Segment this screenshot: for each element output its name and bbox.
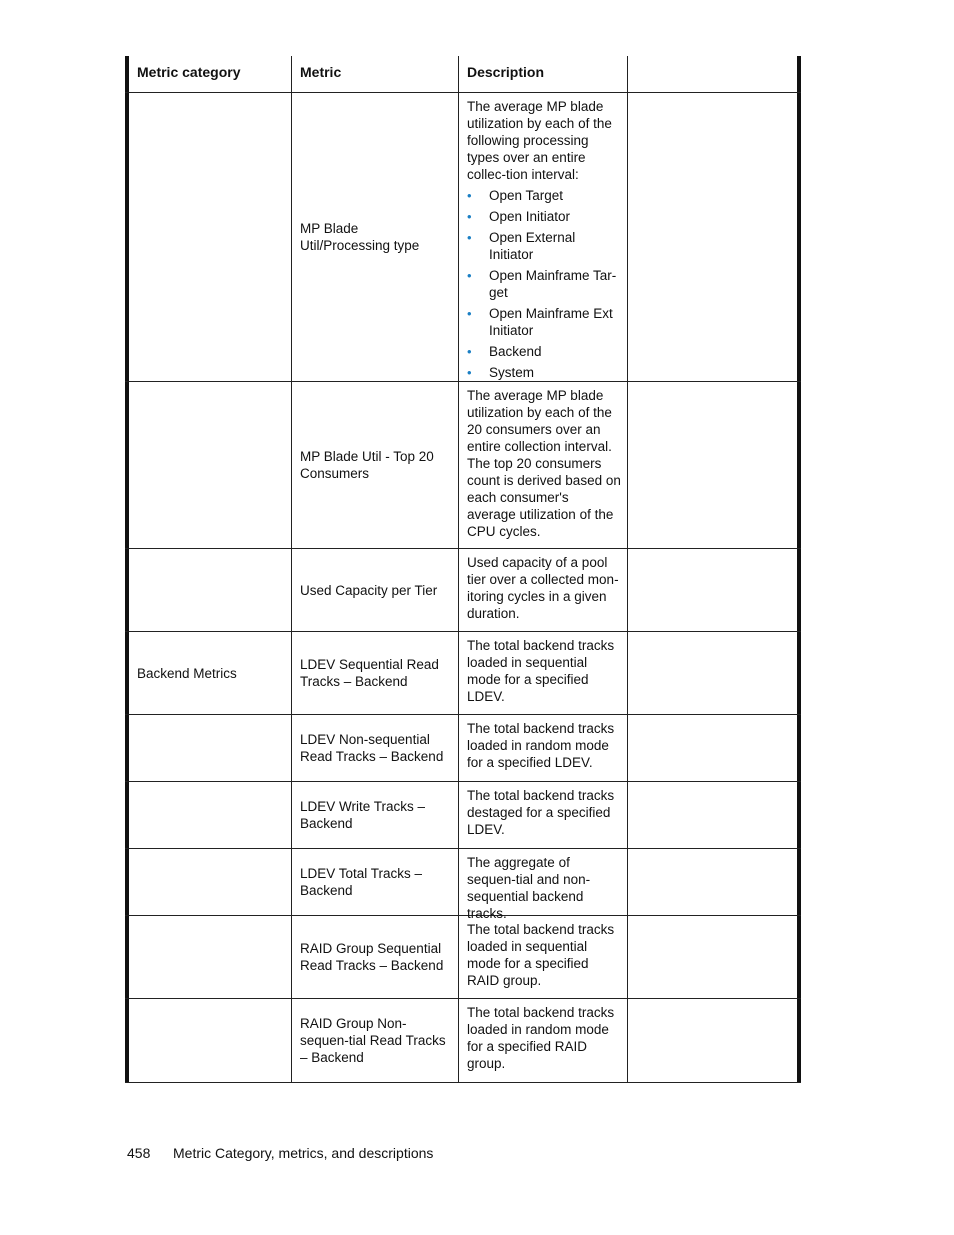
section-title: Metric Category, metrics, and descriptions <box>173 1145 434 1161</box>
list-item: • Open Target <box>467 188 564 203</box>
header-description: Description <box>458 56 627 92</box>
table-row <box>125 93 801 382</box>
row-metric: LDEV Non-sequential Read Tracks – Backend <box>291 715 458 781</box>
row-description: The total backend tracks destaged for a specified LDEV. <box>458 782 627 848</box>
table-row <box>125 632 801 715</box>
row-category <box>129 782 291 848</box>
row-description: Used capacity of a pool tier over a collected mon-itoring cycles in a given duration. <box>458 549 627 631</box>
bullet-icon: • <box>467 230 472 245</box>
row-category <box>129 93 291 381</box>
row-metric: LDEV Sequential Read Tracks – Backend <box>291 632 458 714</box>
row-metric: MP Blade Util/Processing type <box>291 93 458 381</box>
bullet-icon: • <box>467 188 472 203</box>
table-row <box>125 715 801 782</box>
row-blank <box>627 549 797 631</box>
row-description: The total backend tracks loaded in random mode for a specified LDEV. <box>458 715 627 781</box>
row-blank <box>627 93 797 381</box>
row-metric: LDEV Total Tracks – Backend <box>291 849 458 915</box>
row-description: The aggregate of sequen-tial and non-sequential backend tracks. <box>458 849 627 915</box>
processing-type-list <box>467 187 621 381</box>
description-text: The average MP blade utilization by each of the following processing types over an entire collec-tion interval: <box>467 99 612 182</box>
page-footer <box>127 1145 433 1161</box>
row-metric: RAID Group Non-sequen-tial Read Tracks – Backend <box>291 999 458 1082</box>
header-metric: Metric <box>291 56 458 92</box>
row-metric: Used Capacity per Tier <box>291 549 458 631</box>
header-blank <box>627 56 797 92</box>
row-category <box>129 715 291 781</box>
table-row <box>125 782 801 849</box>
row-description: The total backend tracks loaded in sequential mode for a specified LDEV. <box>458 632 627 714</box>
row-blank <box>627 999 797 1082</box>
table-row <box>125 916 801 999</box>
row-category <box>129 916 291 998</box>
bullet-icon: • <box>467 306 472 321</box>
row-category: Backend Metrics <box>137 665 237 681</box>
row-metric: RAID Group Sequential Read Tracks – Backend <box>291 916 458 998</box>
table-row <box>125 849 801 921</box>
row-metric: MP Blade Util - Top 20 Consumers <box>291 382 458 548</box>
row-blank <box>627 632 797 714</box>
row-description: The total backend tracks loaded in random mode for a specified RAID group. <box>458 999 627 1082</box>
row-category <box>129 849 291 915</box>
row-metric: LDEV Write Tracks – Backend <box>291 782 458 848</box>
list-item: • Open Initiator <box>467 209 571 224</box>
page-number: 458 <box>127 1145 151 1161</box>
list-item: • Open Mainframe Tar-get <box>467 268 617 300</box>
list-item: • Open Mainframe Ext Initiator <box>467 306 613 338</box>
list-item: • Open External Initiator <box>467 230 576 262</box>
row-blank <box>627 715 797 781</box>
table-row <box>125 382 801 549</box>
row-blank <box>627 916 797 998</box>
bullet-icon: • <box>467 365 472 380</box>
table-row <box>125 549 801 632</box>
metrics-table <box>125 56 801 1083</box>
bullet-icon: • <box>467 268 472 283</box>
row-category <box>129 382 291 548</box>
row-blank <box>627 382 797 548</box>
table-header-row <box>125 56 801 93</box>
list-item: • Backend <box>467 344 542 359</box>
row-category <box>129 999 291 1082</box>
row-category <box>129 549 291 631</box>
row-description: The average MP blade utilization by each of the 20 consumers over an entire collection interval. The top 20 consumers count is derived based on each consumer's average utilization of the CPU cycles. <box>458 382 627 548</box>
bullet-icon: • <box>467 344 472 359</box>
row-description <box>458 93 627 381</box>
table-row <box>125 999 801 1083</box>
bullet-icon: • <box>467 209 472 224</box>
list-item: • System <box>467 365 535 380</box>
row-blank <box>627 782 797 848</box>
header-metric-category: Metric category <box>137 64 241 80</box>
row-description: The total backend tracks loaded in sequential mode for a specified RAID group. <box>458 916 627 998</box>
row-blank <box>627 849 797 915</box>
